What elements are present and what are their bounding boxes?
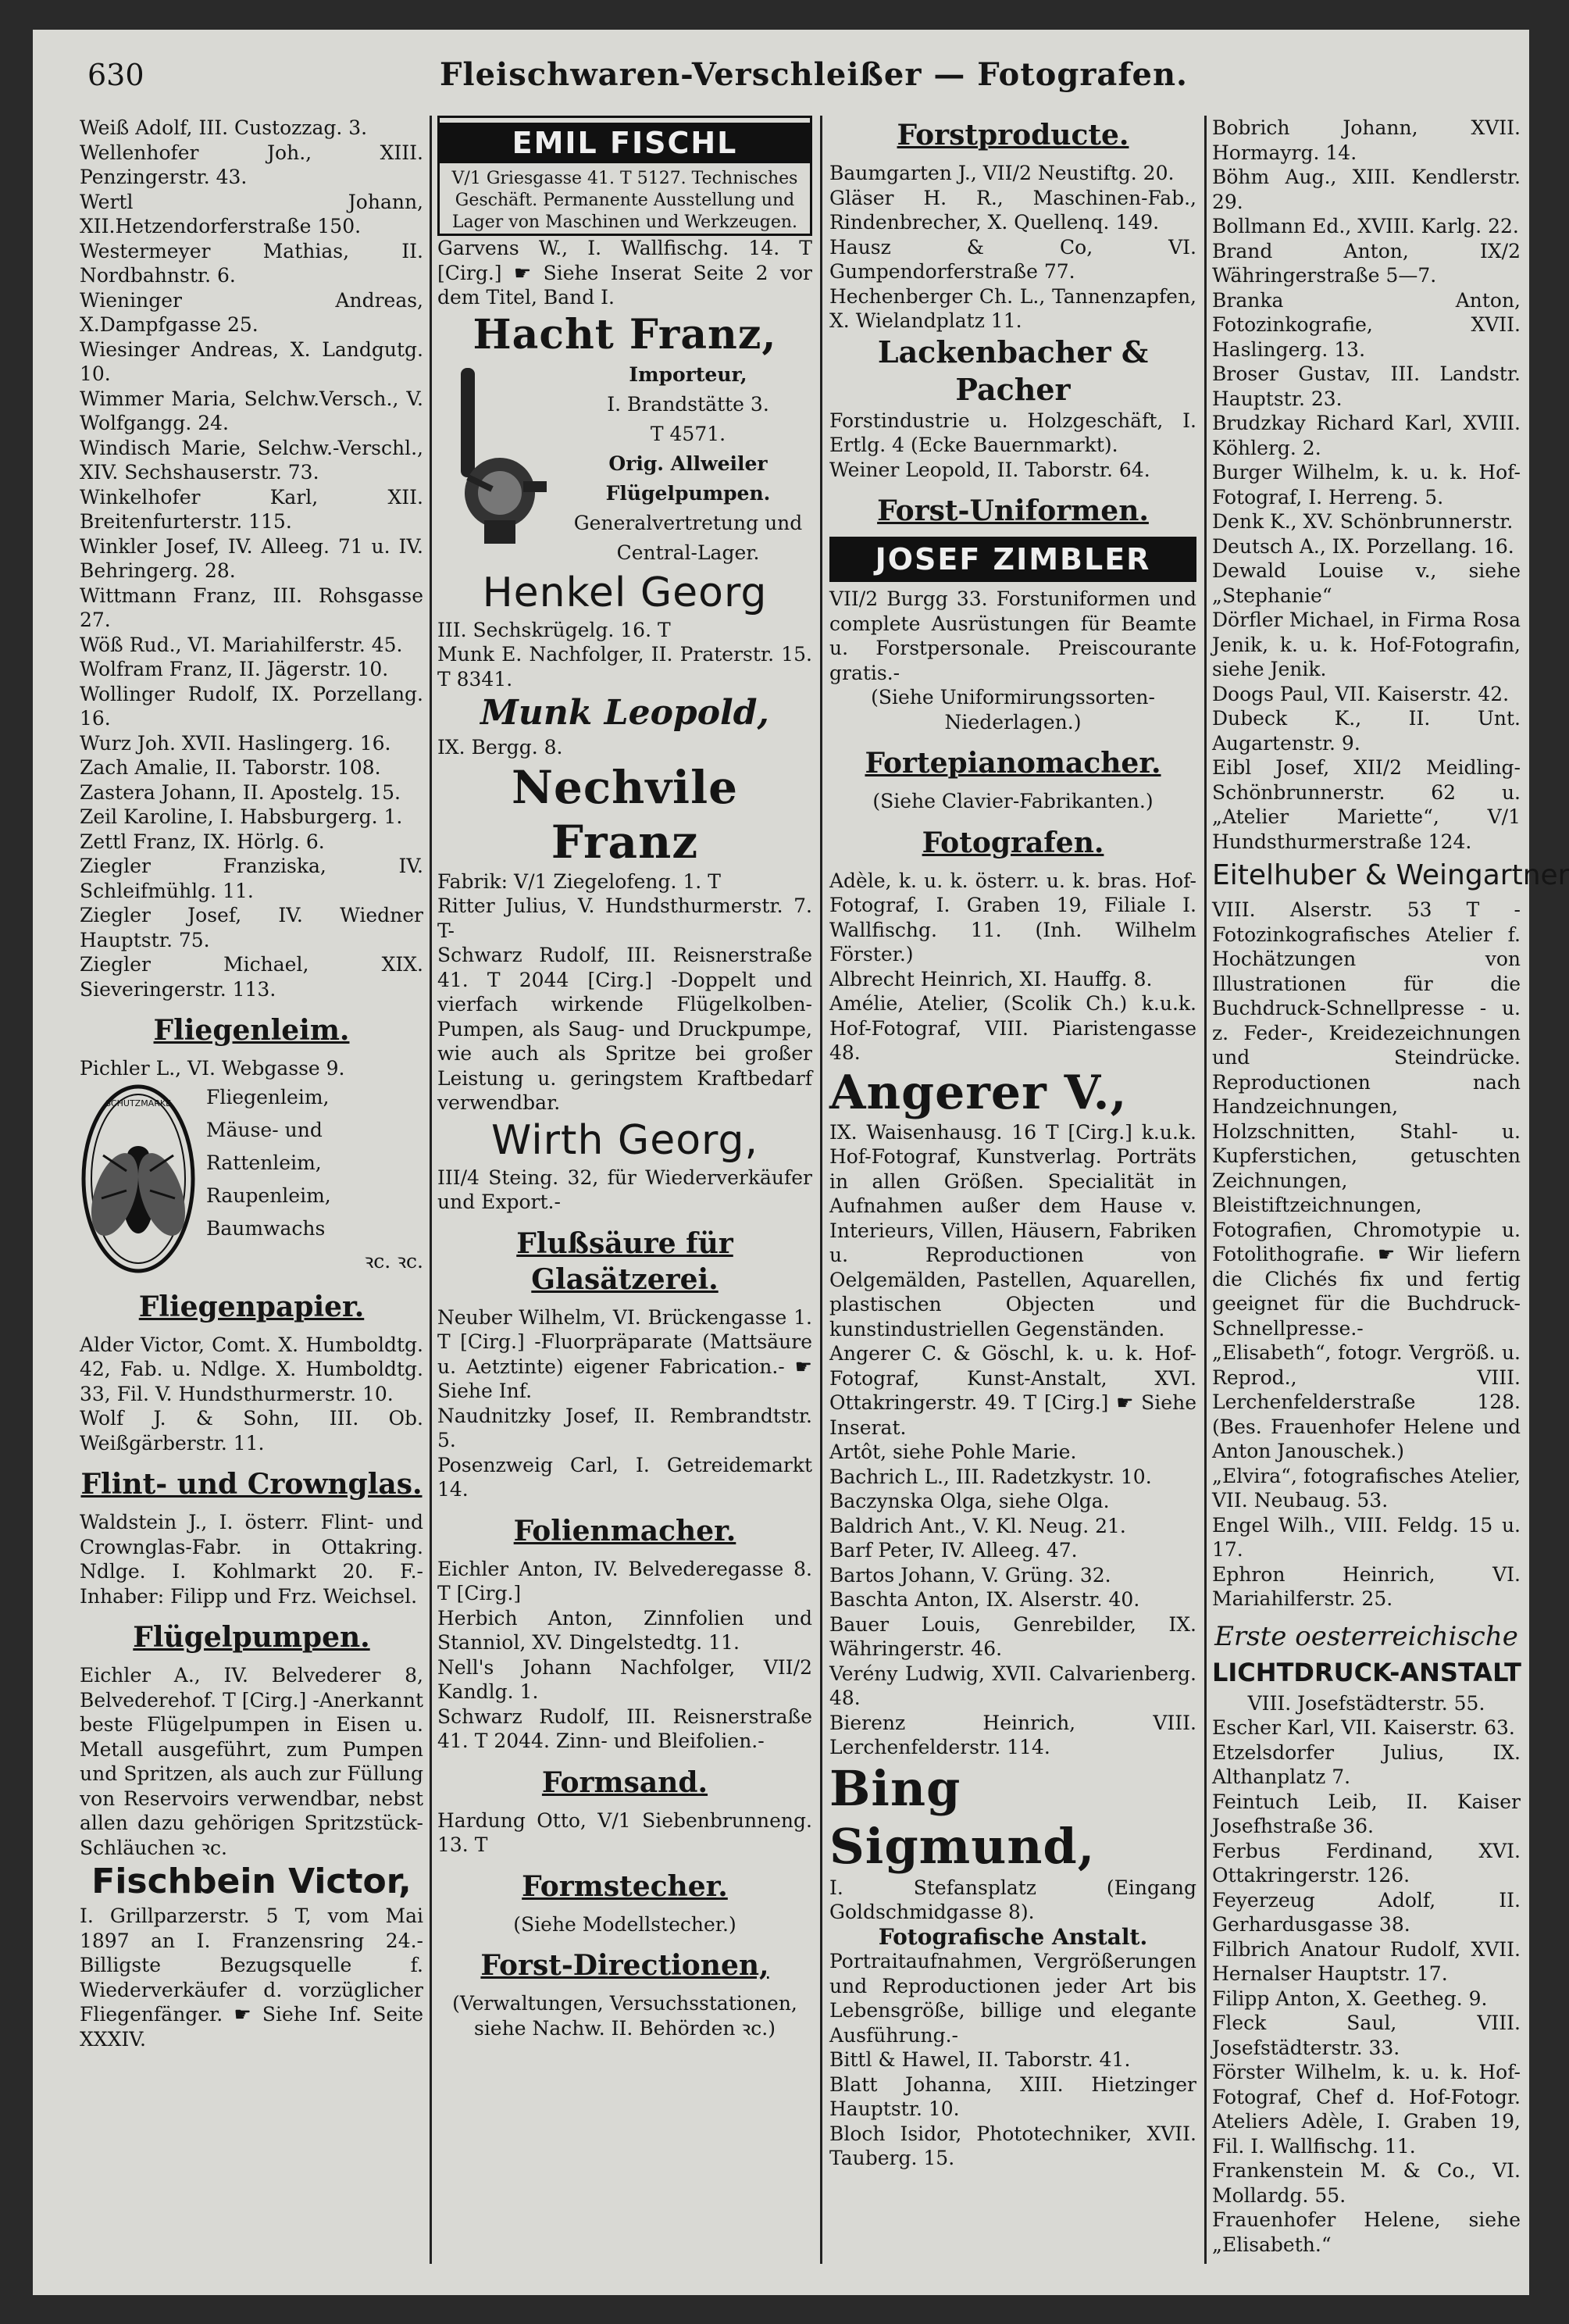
entry: IX. Bergg. 8. bbox=[437, 736, 563, 759]
advert-line: Generalvertretung und Central-Lager. bbox=[573, 511, 803, 564]
entry: Brand Anton, IX/2 Währingerstraße 5—7. bbox=[1212, 239, 1521, 287]
entry: Eibl Josef, XII/2 Meidling-Schönbrunnerstr. 62 u. „Atelier Mariette“, V/1 Hundsthurmerstraße 124. bbox=[1212, 756, 1521, 853]
entry: Zeil Karoline, I. Habsburgerg. 1. bbox=[80, 805, 403, 828]
column-rule bbox=[430, 116, 432, 2264]
entry: Doogs Paul, VII. Kaiserstr. 42. bbox=[1212, 682, 1510, 705]
entry: Brudzkay Richard Karl, XVIII. Köhlerg. 2. bbox=[1212, 412, 1521, 459]
section-heading: Forst-Directionen, bbox=[480, 1949, 769, 1982]
entry: Bartos Johann, V. Grüng. 32. bbox=[829, 1563, 1111, 1587]
entry: Feintuch Leib, II. Kaiser Josefhstraße 36. bbox=[1212, 1790, 1521, 1837]
advert-name: EMIL FISCHL bbox=[440, 123, 810, 163]
entry: Wöß Rud., VI. Mariahilferstr. 45. bbox=[80, 633, 403, 656]
entry: Burger Wilhelm, k. u. k. Hof-Fotograf, I. Herreng. 5. bbox=[1212, 461, 1521, 509]
entry: Deutsch A., IX. Porzellang. 16. bbox=[1212, 534, 1514, 558]
entry: Ferbus Ferdinand, XVI. Ottakringerstr. 126. bbox=[1212, 1839, 1521, 1887]
entry: Bierenz Heinrich, VIII. Lerchenfelderstr. 114. bbox=[829, 1711, 1196, 1758]
cross-reference: (Siehe Modellstecher.) bbox=[513, 1912, 736, 1936]
entry: Ziegler Franziska, IV. Schleifmühlg. 11. bbox=[80, 855, 423, 902]
advert-name: Munk Leopold, bbox=[480, 693, 769, 733]
section-heading: Forstproducte. bbox=[897, 119, 1129, 152]
entry: Wieninger Andreas, X.Dampfgasse 25. bbox=[80, 288, 423, 336]
entry: V/1 Griesgasse 41. T 5127. Technisches Geschäft. Permanente Ausstellung und Lager von Maschinen und Werkzeugen. bbox=[451, 169, 798, 232]
entry: Naudnitzky Josef, II. Rembrandtstr. 5. bbox=[437, 1404, 812, 1451]
entry: „Elvira“, fotografisches Atelier, VII. Neubaug. 53. bbox=[1212, 1464, 1521, 1512]
entry: Eichler Anton, IV. Belvederegasse 8. T [Cirg.] bbox=[437, 1557, 812, 1605]
entry: Bauer Louis, Genrebilder, IX. Währingerstr. 46. bbox=[829, 1612, 1196, 1660]
entry: Pichler L., VI. Webgasse 9. bbox=[80, 1057, 345, 1080]
entry: Hechenberger Ch. L., Tannenzapfen, X. Wielandplatz 11. bbox=[829, 284, 1196, 332]
advert-name: JOSEF ZIMBLER bbox=[829, 537, 1196, 582]
entry: „Elisabeth“, fotogr. Vergröß. u. Reprod., VIII. Lerchenfelderstraße 128. (Bes. Frauenhofer Helene und Anton Janouschek.) bbox=[1212, 1341, 1521, 1462]
advert-name: Hacht Franz, bbox=[472, 310, 777, 359]
fly-trademark-icon bbox=[80, 1081, 197, 1276]
page-number: 630 bbox=[87, 58, 144, 92]
advert-name: Henkel Georg bbox=[482, 569, 768, 616]
entry: Ritter Julius, V. Hundsthurmerstr. 7. T- bbox=[437, 894, 812, 942]
cross-reference: (Verwaltungen, Versuchsstationen, siehe Nachw. II. Behörden ꝛc.) bbox=[452, 1992, 797, 2040]
entry: Forstindustrie u. Holzgeschäft, I. Ertlg. 4 (Ecke Bauernmarkt). bbox=[829, 409, 1196, 456]
entry: Baschta Anton, IX. Alserstr. 40. bbox=[829, 1588, 1140, 1611]
entry: Bollmann Ed., XVIII. Karlg. 22. bbox=[1212, 215, 1519, 237]
running-head: Fleischwaren-Verschleißer — Fotografen. bbox=[440, 56, 1188, 93]
fly-product: Rattenleim, bbox=[206, 1151, 322, 1174]
entry: Wolfram Franz, II. Jägerstr. 10. bbox=[80, 658, 389, 680]
entry: Munk E. Nachfolger, II. Praterstr. 15. T 8341. bbox=[437, 643, 812, 691]
entry: Branka Anton, Fotozinkografie, XVII. Haslingerg. 13. bbox=[1212, 288, 1521, 361]
entry: Zettl Franz, IX. Hörlg. 6. bbox=[80, 830, 325, 853]
section-heading: Formstecher. bbox=[522, 1869, 728, 1903]
entry: Winkler Josef, IV. Alleeg. 71 u. IV. Behringerg. 28. bbox=[80, 534, 423, 582]
section-heading: Folienmacher. bbox=[513, 1514, 736, 1548]
entry: III/4 Steing. 32, für Wiederverkäufer und Export.- bbox=[437, 1166, 812, 1213]
entry: Wimmer Maria, Selchw.Versch., V. Wolfgangg. 24. bbox=[80, 387, 423, 434]
entry: Barf Peter, IV. Alleeg. 47. bbox=[829, 1539, 1078, 1562]
column-rule bbox=[820, 116, 822, 2264]
entry: Hardung Otto, V/1 Siebenbrunneng. 13. T bbox=[437, 1808, 812, 1856]
entry: Frauenhofer Helene, siehe „Elisabeth.“ bbox=[1212, 2208, 1521, 2256]
entry: Weiß Adolf, III. Custozzag. 3. bbox=[80, 116, 368, 139]
fly-product: Baumwachs bbox=[206, 1216, 326, 1240]
entry: Wellenhofer Joh., XIII. Penzingerstr. 43. bbox=[80, 141, 423, 188]
column-2 bbox=[437, 116, 812, 2272]
entry: VIII. Alserstr. 53 T - Fotozinkografisches Atelier f. Hochätzungen von Illustrationen für die Buchdruck-Schnellpresse - u. z. Feder-, Kreidezeichnungen und Steindrücke. Reproductionen nach Handzeichnungen, Holzschnitten, Stahl- u. Kupferstichen, getuschten Zeichnungen, Bleistiftzeichnungen, Fotografien, Chromotypie u. Fotolithografie. ☛ Wir liefern die Clichés fix und fertig geeignet für die Buchdruck-Schnellpresse.- bbox=[1212, 898, 1521, 1340]
entry: Posenzweig Carl, I. Getreidemarkt 14. bbox=[437, 1453, 812, 1501]
entry: Engel Wilh., VIII. Feldg. 15 u. 17. bbox=[1212, 1513, 1521, 1561]
entry: Waldstein J., I. österr. Flint- und Crownglas-Fabr. in Ottakring. Ndlge. I. Kohlmarkt 20. F.-Inhaber: Filipp und Frz. Weichsel. bbox=[80, 1511, 423, 1608]
entry: Baumgarten J., VII/2 Neustiftg. 20. bbox=[829, 162, 1175, 184]
fly-product: Fliegenleim, bbox=[206, 1085, 330, 1108]
fischl-advert bbox=[437, 116, 812, 236]
advert-name: Angerer V., bbox=[829, 1065, 1128, 1120]
entry: I. Grillparzerstr. 5 T, vom Mai 1897 an I. Franzensring 24.- Billigste Bezugsquelle f. Wiederverkäufer d. vorzüglicher Fliegenfänger. ☛ Siehe Inf. Seite XXXIV. bbox=[80, 1905, 423, 2051]
entry: Wurz Joh. XVII. Haslingerg. 16. bbox=[80, 731, 391, 755]
hacht-details bbox=[554, 360, 812, 568]
column-rule bbox=[1204, 116, 1207, 2264]
advert-subheading: Fotografische Anstalt. bbox=[878, 1923, 1148, 1950]
fly-products bbox=[197, 1081, 423, 1278]
entry: Angerer C. & Göschl, k. u. k. Hof-Fotograf, Kunst-Anstalt, XVI. Ottakringerstr. 49. T [Cirg.] ☛ Siehe Inserat. bbox=[829, 1342, 1196, 1439]
entry: Gläser H. R., Maschinen-Fab., Rindenbrecher, X. Quellenq. 149. bbox=[829, 186, 1196, 234]
section-heading: Fliegenpapier. bbox=[138, 1290, 365, 1323]
fly-product: ꝛc. ꝛc. bbox=[364, 1249, 423, 1273]
entry: Ziegler Michael, XIX. Sieveringerstr. 113. bbox=[80, 953, 423, 1001]
entry: Wittmann Franz, III. Rohsgasse 27. bbox=[80, 584, 423, 631]
entry: Weiner Leopold, II. Taborstr. 64. bbox=[829, 458, 1150, 481]
entry: I. Stefansplatz (Eingang Goldschmidgasse 8). bbox=[829, 1876, 1196, 1923]
entry: Schwarz Rudolf, III. Reisnerstraße 41. T 2044 [Cirg.] -Doppelt und vierfach wirkende Flügelkolben-Pumpen, als Saug- und Druckpumpe, wie auch als Spritze bei großer Leistung u. geringstem Kraftbedarf verwendbar. bbox=[437, 944, 812, 1114]
entry: Garvens W., I. Wallfischg. 14. T [Cirg.] ☛ Siehe Inserat Seite 2 vor dem Titel, Band I. bbox=[437, 237, 812, 309]
section-heading: Flußsäure für Glasätzerei. bbox=[516, 1226, 733, 1296]
entry: III. Sechskrügelg. 16. T bbox=[437, 618, 671, 641]
advert-line: Importeur, bbox=[629, 362, 747, 386]
entry: Bobrich Johann, XVII. Hormayrg. 14. bbox=[1212, 116, 1521, 164]
entry: Baldrich Ant., V. Kl. Neug. 21. bbox=[829, 1514, 1126, 1537]
entry: Feyerzeug Adolf, II. Gerhardusgasse 38. bbox=[1212, 1888, 1521, 1936]
entry: Winkelhofer Karl, XII. Breitenfurterstr. 115. bbox=[80, 485, 423, 533]
column-3 bbox=[829, 116, 1196, 2272]
section-heading: Fortepianomacher. bbox=[865, 747, 1161, 780]
advert-name: Eitelhuber & Weingartner bbox=[1212, 859, 1569, 891]
cross-reference: (Siehe Uniformirungssorten-Niederlagen.) bbox=[871, 686, 1155, 734]
entry: Ephron Heinrich, VI. Mariahilferstr. 25. bbox=[1212, 1562, 1521, 1610]
entry: Nell's Johann Nachfolger, VII/2 Kandlg. 1. bbox=[437, 1655, 812, 1703]
entry: Albrecht Heinrich, XI. Hauffg. 8. bbox=[829, 967, 1153, 991]
entry: Windisch Marie, Selchw.-Verschl., XIV. Sechshauserstr. 73. bbox=[80, 436, 423, 484]
section-heading: Flügelpumpen. bbox=[133, 1621, 370, 1654]
entry: Wolf J. & Sohn, III. Ob. Weißgärberstr. 11. bbox=[80, 1407, 423, 1455]
advert-name: LICHTDRUCK-ANSTALT bbox=[1212, 1657, 1521, 1687]
entry: Westermeyer Mathias, II. Nordbahnstr. 6. bbox=[80, 239, 423, 287]
entry: Amélie, Atelier, (Scolik Ch.) k.u.k. Hof-Fotograf, VIII. Piaristengasse 48. bbox=[829, 992, 1196, 1064]
directory-page bbox=[33, 30, 1569, 2295]
entry: Wollinger Rudolf, IX. Porzellang. 16. bbox=[80, 682, 423, 730]
advert-tagline: Erste oesterreichische bbox=[1214, 1620, 1518, 1652]
entry: Förster Wilhelm, k. u. k. Hof-Fotograf, Chef d. Hof-Fotogr. Ateliers Adèle, I. Graben 19, Fil. I. Wallfischg. 11. bbox=[1212, 2061, 1521, 2158]
entry: Denk K., XV. Schönbrunnerstr. bbox=[1212, 510, 1514, 533]
column-1 bbox=[80, 116, 423, 2272]
entry: VII/2 Burgg 33. Forstuniformen und complete Ausrüstungen für Beamte u. Forstpersonale. Preiscourante gratis.- bbox=[829, 587, 1196, 684]
page-header bbox=[33, 30, 1529, 108]
advert-name: Fischbein Victor, bbox=[91, 1862, 412, 1901]
advert-name: Nechvile Franz bbox=[511, 760, 739, 869]
entry: Broser Gustav, III. Landstr. Hauptstr. 23. bbox=[1212, 362, 1521, 410]
cross-reference: (Siehe Clavier-Fabrikanten.) bbox=[872, 790, 1154, 812]
entry: Verény Ludwig, XVII. Calvarienberg. 48. bbox=[829, 1662, 1196, 1709]
advert-name: Wirth Georg, bbox=[490, 1116, 759, 1164]
section-heading: Fotografen. bbox=[922, 826, 1104, 859]
fly-advert bbox=[80, 1081, 423, 1278]
entry: Fleck Saul, VIII. Josefstädterstr. 33. bbox=[1212, 2012, 1521, 2059]
entry: Wertl Johann, XII.Hetzendorferstraße 150. bbox=[80, 190, 423, 237]
entry: Escher Karl, VII. Kaiserstr. 63. bbox=[1212, 1716, 1515, 1739]
entry: Böhm Aug., XIII. Kendlerstr. 29. bbox=[1212, 166, 1521, 213]
entry: Filipp Anton, X. Geetheg. 9. bbox=[1212, 1987, 1488, 2010]
advert-name: Lackenbacher & Pacher bbox=[877, 334, 1149, 407]
section-heading: Flint- und Crownglas. bbox=[80, 1468, 423, 1501]
entry: Eichler A., IV. Belvederег 8, Belvederehof. T [Cirg.] -Anerkannt beste Flügelpumpen in Eisen u. Metall ausgeführt, zum Pumpen und Spritzen, als auch zur Füllung von Reservoirs verwendbar, nebst allen dazu gehörigen Spritzstück-Schläuchen ꝛc. bbox=[80, 1664, 423, 1859]
hacht-advert bbox=[437, 360, 812, 568]
entry: Bachrich L., III. Radetzkystr. 10. bbox=[829, 1465, 1152, 1488]
entry: Neuber Wilhelm, VI. Brückengasse 1. T [Cirg.] -Fluorpräparate (Mattsäure u. Aetztinte) eigener Fabrication.- ☛ Siehe Inf. bbox=[437, 1305, 812, 1402]
entry: Zastera Johann, II. Apostelg. 15. bbox=[80, 780, 401, 804]
entry: Zach Amalie, II. Taborstr. 108. bbox=[80, 756, 381, 779]
entry: Dewald Louise v., siehe „Stephanie“ bbox=[1212, 559, 1521, 607]
entry: Wiesinger Andreas, X. Landgutg. 10. bbox=[80, 337, 423, 385]
pump-illustration-icon bbox=[437, 360, 554, 555]
entry: VIII. Josefstädterstr. 55. bbox=[1247, 1691, 1485, 1715]
entry: Etzelsdorfer Julius, IX. Althanplatz 7. bbox=[1212, 1740, 1521, 1788]
entry: Alder Victor, Comt. X. Humboldtg. 42, Fab. u. Ndlge. X. Humboldtg. 33, Fil. V. Hundsthurmerstr. 10. bbox=[80, 1333, 423, 1405]
entry: Herbich Anton, Zinnfolien und Stanniol, XV. Dingelstedtg. 11. bbox=[437, 1606, 812, 1654]
entry: Schwarz Rudolf, III. Reisnerstraße 41. T 2044. Zinn- und Bleifolien.- bbox=[437, 1705, 812, 1752]
section-heading: Formsand. bbox=[541, 1765, 708, 1799]
column-4 bbox=[1212, 116, 1569, 2272]
fly-mark-label: SCHUTZMARKE bbox=[105, 1098, 172, 1108]
fly-product: Mäuse- und bbox=[206, 1118, 323, 1141]
entry: Bloch Isidor, Phototechniker, XVII. Tauberg. 15. bbox=[829, 2122, 1196, 2169]
entry: Bittl & Hawel, II. Taborstr. 41. bbox=[829, 2048, 1131, 2071]
entry: Baczynska Olga, siehe Olga. bbox=[829, 1490, 1110, 1512]
entry: Artôt, siehe Pohle Marie. bbox=[829, 1440, 1077, 1463]
entry: Portraitaufnahmen, Vergrößerungen und Reproductionen jeder Art bis Lebensgröße, billige und elegante Ausführung.- bbox=[829, 1950, 1196, 2047]
section-heading: Forst-Uniformen. bbox=[877, 494, 1149, 527]
entry: Frankenstein M. & Co., VI. Mollardg. 55. bbox=[1212, 2159, 1521, 2207]
entry: Dörfler Michael, in Firma Rosa Jenik, k. u. k. Hof-Fotografin, siehe Jenik. bbox=[1212, 609, 1521, 680]
entry: Fabrik: V/1 Ziegelofeng. 1. T bbox=[437, 869, 721, 893]
advert-line: Orig. Allweiler Flügelpumpen. bbox=[605, 452, 771, 505]
entry: Hausz & Co, VI. Gumpendorferstraße 77. bbox=[829, 235, 1196, 283]
entry: Filbrich Anatour Rudolf, XVII. Hernalser Hauptstr. 17. bbox=[1212, 1937, 1521, 1985]
advert-line: I. Brandstätte 3. bbox=[607, 392, 769, 416]
section-heading: Fliegenleim. bbox=[153, 1014, 350, 1047]
entry: Blatt Johanna, XIII. Hietzinger Hauptstr. 10. bbox=[829, 2072, 1196, 2120]
fly-product: Raupenleim, bbox=[206, 1183, 331, 1207]
advert-name: Bing Sigmund, bbox=[829, 1759, 1096, 1875]
advert-line: T 4571. bbox=[650, 422, 726, 445]
entry: Dubeck K., II. Unt. Augartenstr. 9. bbox=[1212, 707, 1521, 755]
entry: Adèle, k. u. k. österr. u. k. bras. Hof-Fotograf, I. Graben 19, Filiale I. Wallfischg. 11. (Inh. Wilhelm Förster.) bbox=[829, 869, 1196, 966]
entry: IX. Waisenhausg. 16 T [Cirg.] k.u.k. Hof-Fotograf, Kunstverlag. Porträts in allen Größen. Specialität in Aufnahmen außer dem Hause v. Interieurs, Villen, Häusern, Fabriken u. Reproductionen von Oelgemälden, Pastellen, Aquarellen, plastischen Objecten und kunstindustriellen Gegenständen. bbox=[829, 1120, 1196, 1340]
entry: Ziegler Josef, IV. Wiedner Hauptstr. 75. bbox=[80, 904, 423, 951]
